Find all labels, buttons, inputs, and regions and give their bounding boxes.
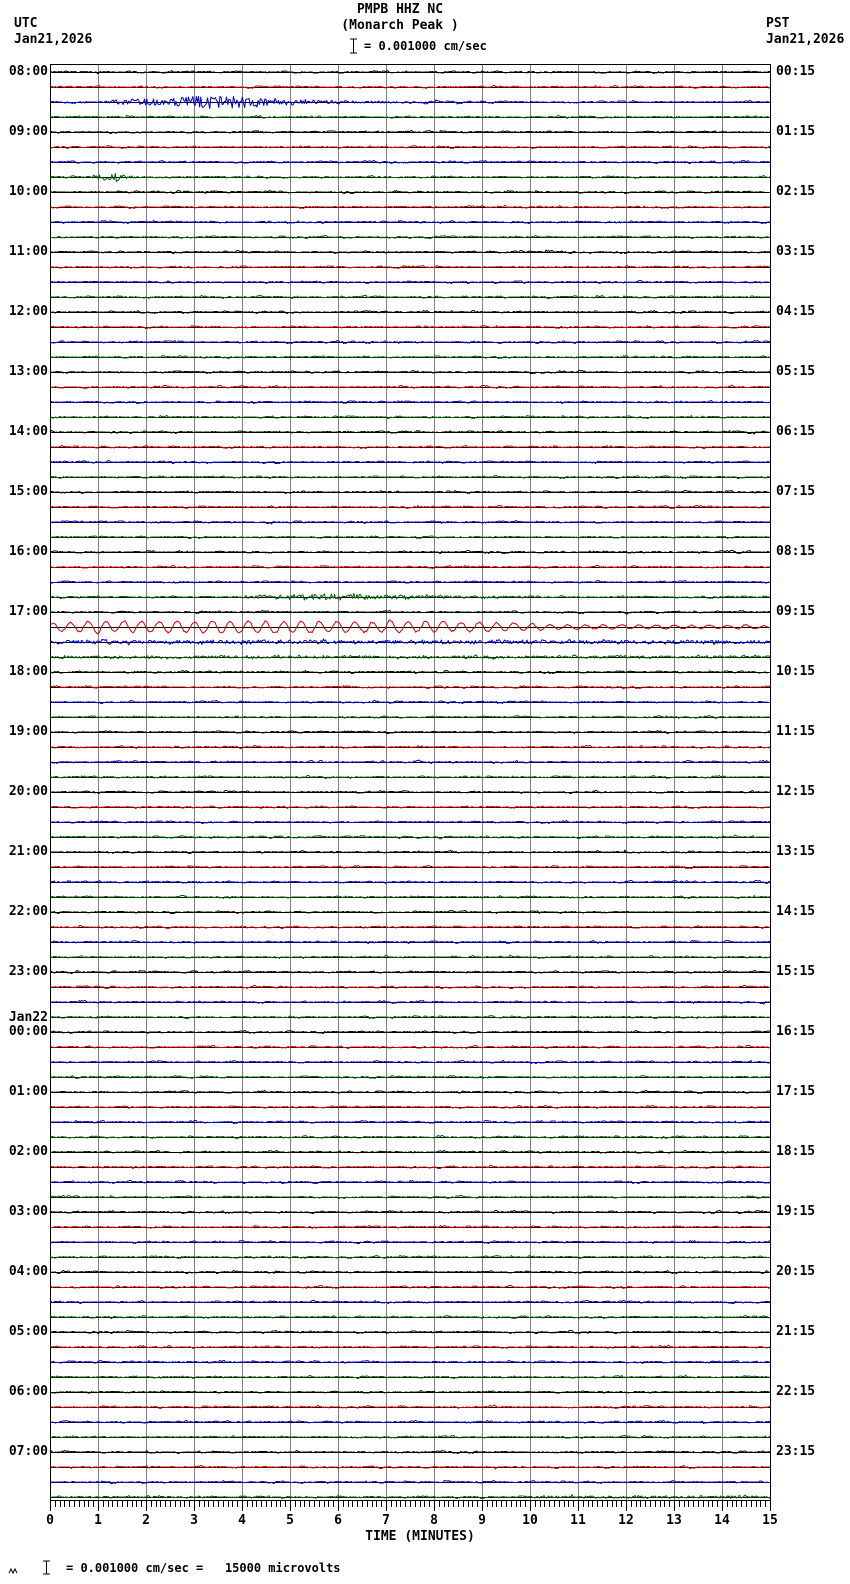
seismogram-trace xyxy=(50,746,770,749)
axis-tick-label: 4 xyxy=(238,1513,246,1528)
pst-hour-label: 17:15 xyxy=(776,1084,816,1099)
seismogram-trace xyxy=(50,896,770,899)
header-scale-text: = 0.001000 cm/sec xyxy=(364,39,487,53)
pst-hour-label: 22:15 xyxy=(776,1384,816,1399)
footer-scale-text: = 0.001000 cm/sec = 15000 microvolts xyxy=(66,1561,341,1575)
pst-hour-label: 01:15 xyxy=(776,124,816,139)
utc-timezone-label: UTC xyxy=(14,16,38,31)
axis-tick-label: 11 xyxy=(570,1513,586,1528)
pst-hour-label: 11:15 xyxy=(776,724,816,739)
seismogram-trace xyxy=(50,401,770,404)
axis-tick-label: 2 xyxy=(142,1513,150,1528)
axis-tick-label: 10 xyxy=(522,1513,538,1528)
seismogram-trace xyxy=(50,941,770,944)
axis-tick-label: 3 xyxy=(190,1513,198,1528)
utc-hour-label: 14:00 xyxy=(8,424,48,439)
utc-hour-label: 11:00 xyxy=(8,244,48,259)
axis-tick-label: 12 xyxy=(618,1513,634,1528)
pst-hour-label: 03:15 xyxy=(776,244,816,259)
pst-hour-label: 07:15 xyxy=(776,484,816,499)
utc-hour-label: 07:00 xyxy=(8,1444,48,1459)
pst-hour-label: 15:15 xyxy=(776,964,816,979)
axis-tick-label: 15 xyxy=(762,1513,778,1528)
seismogram-trace xyxy=(50,161,770,164)
seismogram-trace xyxy=(50,551,770,554)
seismogram-trace xyxy=(50,639,770,645)
axis-tick-label: 7 xyxy=(382,1513,390,1528)
pst-hour-label: 18:15 xyxy=(776,1144,816,1159)
utc-hour-label: 02:00 xyxy=(8,1144,48,1159)
seismogram-trace xyxy=(50,1361,770,1364)
seismogram-trace xyxy=(50,1256,770,1259)
seismogram-trace xyxy=(50,1076,770,1079)
pst-hour-label: 08:15 xyxy=(776,544,816,559)
utc-hour-label: 05:00 xyxy=(8,1324,48,1339)
pst-hour-label: 19:15 xyxy=(776,1204,816,1219)
seismogram-trace xyxy=(50,716,770,719)
seismogram-trace xyxy=(50,1316,770,1319)
seismogram-trace xyxy=(50,1031,770,1034)
seismogram-trace xyxy=(50,416,770,419)
x-axis-title: TIME (MINUTES) xyxy=(365,1529,475,1544)
axis-tick-label: 13 xyxy=(666,1513,682,1528)
pst-timezone-label: PST xyxy=(766,16,790,31)
seismogram-trace xyxy=(50,866,770,869)
utc-hour-label: 13:00 xyxy=(8,364,48,379)
seismogram-trace xyxy=(50,1046,770,1049)
axis-tick-label: 6 xyxy=(334,1513,342,1528)
pst-hour-label: 06:15 xyxy=(776,424,816,439)
utc-hour-label: 01:00 xyxy=(8,1084,48,1099)
seismogram-trace xyxy=(50,131,770,134)
seismogram-trace xyxy=(50,1016,770,1019)
plot-border xyxy=(51,65,771,1501)
seismogram-trace xyxy=(50,446,770,449)
utc-date-label: Jan21,2026 xyxy=(14,32,93,47)
axis-tick-label: 5 xyxy=(286,1513,294,1528)
seismogram-trace xyxy=(50,986,770,989)
utc-hour-label: 20:00 xyxy=(8,784,48,799)
seismogram-trace xyxy=(50,326,770,329)
seismogram-trace xyxy=(50,926,770,929)
pst-hour-label: 05:15 xyxy=(776,364,816,379)
seismogram-trace xyxy=(50,1001,770,1005)
wiggle-icon xyxy=(8,1566,20,1575)
seismogram-trace xyxy=(50,611,770,615)
pst-hour-label: 12:15 xyxy=(776,784,816,799)
seismogram-trace xyxy=(50,491,770,494)
utc-hour-label: 04:00 xyxy=(8,1264,48,1279)
utc-hour-label: 15:00 xyxy=(8,484,48,499)
utc-hour-label: 17:00 xyxy=(8,604,48,619)
seismogram-trace xyxy=(50,731,770,734)
utc-hour-label: 12:00 xyxy=(8,304,48,319)
utc-hour-label: 06:00 xyxy=(8,1384,48,1399)
seismogram-trace xyxy=(50,221,770,224)
seismogram-trace xyxy=(50,1211,770,1214)
station-location: (Monarch Peak ) xyxy=(341,18,459,33)
utc-hour-label: Jan22 xyxy=(8,1010,48,1025)
seismogram-trace xyxy=(50,1106,770,1109)
station-title: PMPB HHZ NC xyxy=(356,2,444,17)
seismogram-trace xyxy=(50,566,770,569)
pst-hour-label: 04:15 xyxy=(776,304,816,319)
axis-tick-label: 9 xyxy=(478,1513,486,1528)
seismogram-trace xyxy=(50,1241,770,1244)
utc-hour-label: 16:00 xyxy=(8,544,48,559)
axis-tick-label: 1 xyxy=(94,1513,102,1528)
pst-hour-label: 21:15 xyxy=(776,1324,816,1339)
axis-tick-label: 8 xyxy=(430,1513,438,1528)
seismogram-trace xyxy=(50,356,770,359)
pst-hour-label: 20:15 xyxy=(776,1264,816,1279)
seismogram-trace xyxy=(50,371,770,374)
seismogram-trace xyxy=(50,1121,770,1124)
seismogram-trace xyxy=(50,1391,770,1394)
utc-hour-label: 00:00 xyxy=(8,1024,48,1039)
seismogram-trace xyxy=(50,1271,770,1274)
pst-hour-label: 02:15 xyxy=(776,184,816,199)
seismogram-trace xyxy=(50,911,770,914)
seismogram-trace xyxy=(50,311,770,314)
axis-tick-label: 14 xyxy=(714,1513,730,1528)
seismogram-trace xyxy=(50,1091,770,1094)
pst-hour-label: 10:15 xyxy=(776,664,816,679)
seismogram-trace xyxy=(50,1196,770,1199)
utc-hour-label: 21:00 xyxy=(8,844,48,859)
seismogram-trace xyxy=(50,1301,770,1304)
seismogram-trace xyxy=(50,461,770,464)
footer-scale-bar-icon xyxy=(42,1560,51,1575)
pst-hour-label: 23:15 xyxy=(776,1444,816,1459)
pst-hour-label: 09:15 xyxy=(776,604,816,619)
seismogram-trace xyxy=(50,1436,770,1439)
pst-hour-label: 16:15 xyxy=(776,1024,816,1039)
seismogram-trace xyxy=(50,174,770,182)
axis-tick-label: 0 xyxy=(46,1513,54,1528)
utc-hour-label: 19:00 xyxy=(8,724,48,739)
utc-hour-label: 18:00 xyxy=(8,664,48,679)
pst-hour-label: 14:15 xyxy=(776,904,816,919)
seismogram-trace xyxy=(50,1331,770,1334)
pst-hour-label: 13:15 xyxy=(776,844,816,859)
seismogram-trace xyxy=(50,476,770,479)
seismogram-trace xyxy=(50,146,770,149)
utc-hour-label: 09:00 xyxy=(8,124,48,139)
utc-hour-label: 22:00 xyxy=(8,904,48,919)
seismogram-trace xyxy=(50,594,770,601)
pst-date-label: Jan21,2026 xyxy=(766,32,845,47)
pst-hour-label: 00:15 xyxy=(776,64,816,79)
seismogram-trace xyxy=(50,296,770,299)
utc-hour-label: 10:00 xyxy=(8,184,48,199)
utc-hour-label: 08:00 xyxy=(8,64,48,79)
seismogram-trace xyxy=(50,431,770,435)
seismogram-trace xyxy=(50,620,770,634)
utc-hour-label: 23:00 xyxy=(8,964,48,979)
seismogram-trace xyxy=(50,701,770,704)
utc-hour-label: 03:00 xyxy=(8,1204,48,1219)
seismogram-trace xyxy=(50,1481,770,1484)
